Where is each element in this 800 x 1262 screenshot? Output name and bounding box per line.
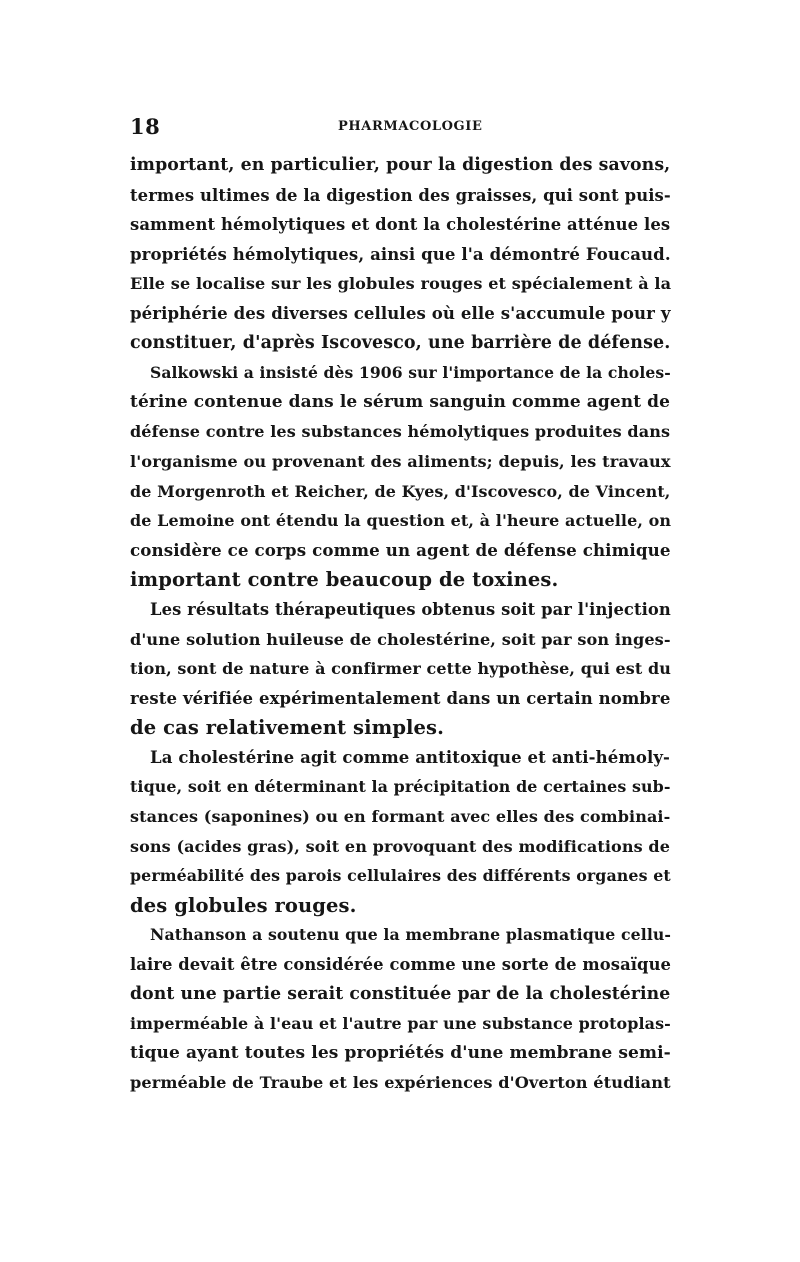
text-line: important contre beaucoup de toxines. — [130, 568, 559, 592]
text-line: Nathanson a soutenu que la membrane plasmatique cellu- — [150, 925, 672, 945]
text-line: Les résultats thérapeutiques obtenus soit par l'injection — [150, 599, 671, 619]
text-line: tion, sont de nature à confirmer cette hypothèse, qui est du — [130, 659, 671, 679]
text-line: constituer, d'après Iscovesco, une barrière de défense. — [130, 332, 671, 353]
text-line: tique ayant toutes les propriétés d'une membrane semi- — [130, 1042, 671, 1063]
text-line: samment hémolytiques et dont la cholestérine atténue les — [130, 215, 671, 235]
text-line: imperméable à l'eau et l'autre par une substance protoplas- — [130, 1014, 671, 1034]
text-line: sons (acides gras), soit en provoquant des modifications de — [130, 836, 670, 856]
text-line: termes ultimes de la digestion des graisses, qui sont puis- — [130, 185, 671, 205]
text-line: de Morgenroth et Reicher, de Kyes, d'Iscovesco, de Vincent, — [130, 481, 671, 501]
text-line: Salkowski a insisté dès 1906 sur l'importance de la choles- — [150, 363, 671, 383]
text-line: propriétés hémolytiques, ainsi que l'a démontré Foucaud. — [130, 243, 671, 264]
text-line: reste vérifiée expérimentalement dans un certain nombre — [130, 688, 671, 708]
text-line: stances (saponines) ou en formant avec elles des combinai- — [130, 807, 671, 827]
text-line: laire devait être considérée comme une sorte de mosaïque — [130, 955, 672, 975]
text-line: La cholestérine agit comme antitoxique et anti-hémoly- — [150, 746, 670, 767]
text-line: de cas relativement simples. — [130, 716, 445, 740]
text-line: l'organisme ou provenant des aliments; depuis, les travaux — [130, 451, 671, 471]
text-line: tique, soit en déterminant la précipitation de certaines sub- — [130, 777, 671, 797]
text-line: perméabilité des parois cellulaires des différents organes et — [130, 866, 671, 886]
text-line: dont une partie serait constituée par de la cholestérine — [130, 983, 671, 1004]
text-line: des globules rouges. — [130, 893, 357, 917]
text-line: perméable de Traube et les expériences d'Overton étudiant — [130, 1073, 671, 1093]
page-number: 18 — [130, 114, 161, 139]
text-line: térine contenue dans le sérum sanguin comme agent de — [130, 391, 670, 412]
text-line: de Lemoine ont étendu la question et, à l'heure actuelle, on — [130, 511, 672, 531]
running-head: PHARMACOLOGIE — [338, 119, 483, 134]
page-header — [130, 114, 670, 138]
text-line: considère ce corps comme un agent de défense chimique — [130, 539, 671, 560]
text-line: important, en particulier, pour la digestion des savons, — [130, 155, 671, 175]
text-line: Elle se localise sur les globules rouges et spécialement à la — [130, 274, 672, 294]
text-line: périphérie des diverses cellules où elle s'accumule pour y — [130, 302, 671, 323]
text-line: défense contre les substances hémolytiques produites dans — [130, 422, 671, 442]
body-text — [130, 151, 670, 1098]
text-line: d'une solution huileuse de cholestérine, soit par son inges- — [130, 629, 671, 649]
